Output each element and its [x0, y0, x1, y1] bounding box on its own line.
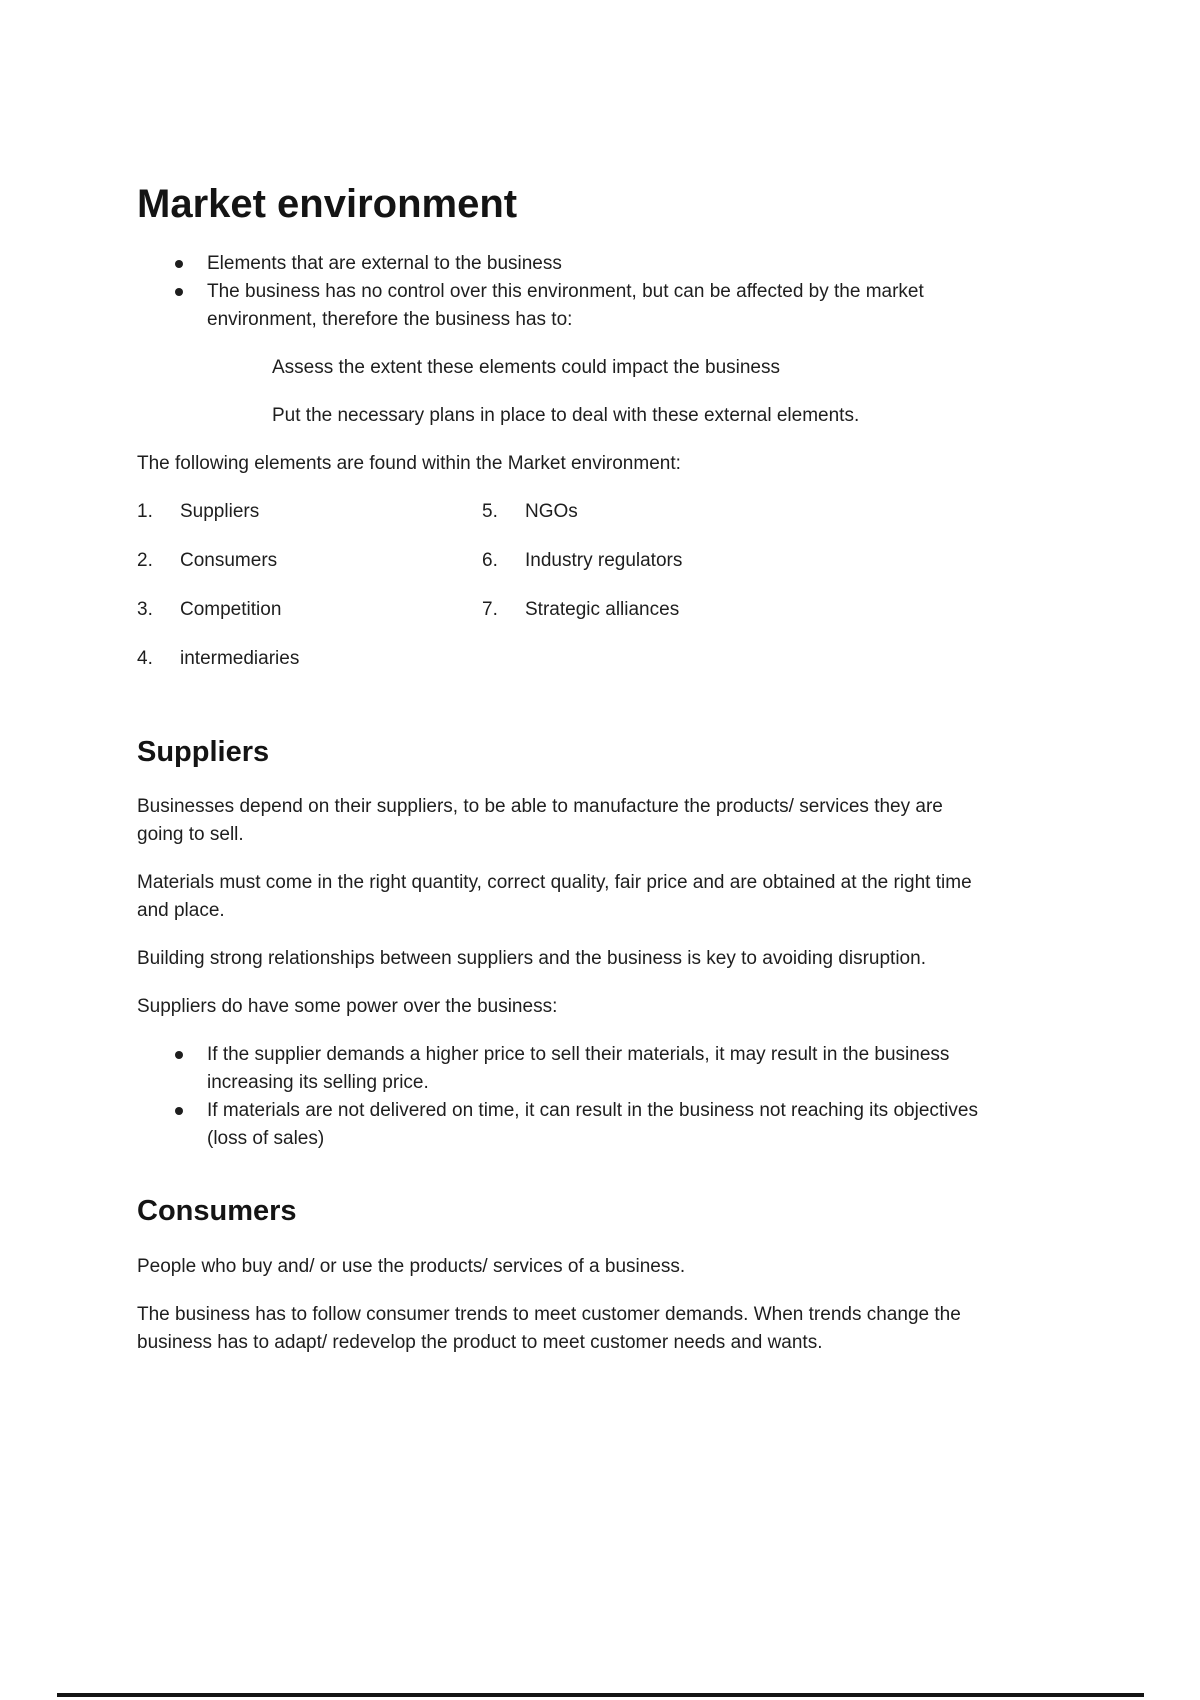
bullet-icon: [175, 260, 183, 268]
list-item: [137, 498, 482, 526]
suppliers-bullet-list: [137, 1041, 982, 1153]
list-item: [137, 1041, 982, 1097]
paragraph: Building strong relationships between suppliers and the business is key to avoiding disruption.: [137, 948, 926, 970]
list-item: [482, 596, 982, 624]
paragraph: Suppliers do have some power over the business:: [137, 996, 558, 1018]
page-title: Market environment: [137, 182, 518, 226]
paragraph: Materials must come in the right quantity, correct quality, fair price and are obtained at the right time and place.: [137, 872, 972, 922]
list-number: 5.: [482, 501, 498, 522]
intro-bullet-list: [137, 250, 982, 334]
bullet-text: If the supplier demands a higher price to sell their materials, it may result in the business increasing its selling price.: [207, 1044, 950, 1094]
numbered-list-left-column: [137, 498, 482, 694]
list-number: 3.: [137, 599, 153, 620]
bullet-icon: [175, 288, 183, 296]
list-number: 4.: [137, 648, 153, 669]
list-label: intermediaries: [180, 648, 300, 669]
section-heading-suppliers: Suppliers: [137, 736, 270, 768]
list-item: [137, 547, 482, 575]
page-divider: [57, 1693, 1144, 1697]
list-item: [137, 645, 482, 673]
list-number: 7.: [482, 599, 498, 620]
bullet-text: Elements that are external to the business: [207, 253, 562, 274]
list-number: 1.: [137, 501, 153, 522]
paragraph: Put the necessary plans in place to deal with these external elements.: [272, 405, 860, 426]
list-label: Strategic alliances: [525, 599, 680, 620]
section-heading-consumers: Consumers: [137, 1195, 297, 1228]
list-item: [137, 278, 982, 334]
numbered-list-right-column: [482, 498, 982, 694]
paragraph: People who buy and/ or use the products/ services of a business.: [137, 1255, 686, 1277]
list-label: Competition: [180, 599, 282, 620]
list-label: Consumers: [180, 550, 278, 571]
list-item: [482, 498, 982, 526]
bullet-icon: [175, 1107, 183, 1115]
list-label: Industry regulators: [525, 550, 683, 571]
list-item: [137, 250, 982, 278]
paragraph: Businesses depend on their suppliers, to be able to manufacture the products/ services they are going to sell.: [137, 796, 943, 846]
list-label: NGOs: [525, 501, 578, 522]
numbered-elements-list: [137, 498, 982, 694]
list-number: 2.: [137, 550, 153, 571]
list-item: [137, 596, 482, 624]
paragraph: The business has to follow consumer trends to meet customer demands. When trends change the business has to adapt/ redevelop the product to meet customer needs and wants.: [137, 1303, 961, 1353]
elements-intro-text: The following elements are found within the Market environment:: [137, 453, 681, 474]
bullet-text: The business has no control over this environment, but can be affected by the market environment, therefore the business has to:: [207, 281, 924, 330]
indented-paragraphs: [137, 354, 982, 430]
list-number: 6.: [482, 550, 498, 571]
list-item: [482, 547, 982, 575]
paragraph: Assess the extent these elements could impact the business: [272, 357, 780, 378]
list-item: [137, 1097, 982, 1153]
bullet-text: If materials are not delivered on time, it can result in the business not reaching its objectives (loss of sales): [207, 1100, 978, 1150]
bullet-icon: [175, 1051, 183, 1059]
document-content: [137, 0, 982, 1377]
list-label: Suppliers: [180, 501, 260, 522]
